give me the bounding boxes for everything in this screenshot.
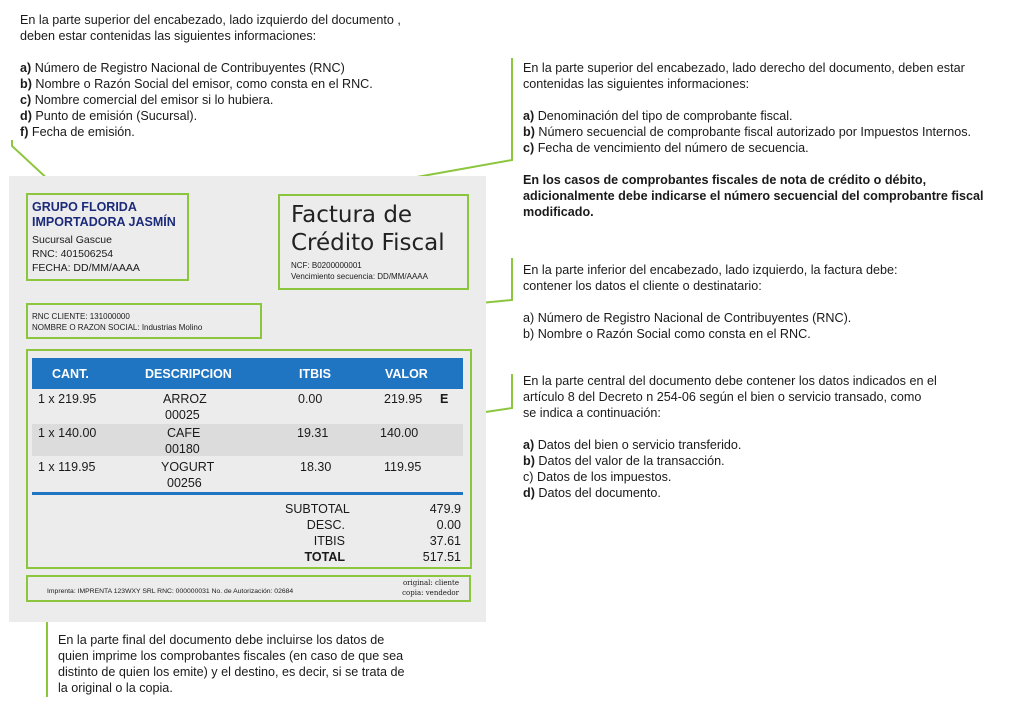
emisor-fecha: FECHA: DD/MM/AAAA <box>32 262 140 274</box>
row-cant: 1 x 140.00 <box>38 426 97 440</box>
annotation-item: b) Número secuencial de comprobante fiscal autorizado por Impuestos Internos. <box>523 125 972 139</box>
annotation-item: b) Datos del valor de la transacción. <box>523 454 725 468</box>
invoice-title-2: Crédito Fiscal <box>291 230 445 256</box>
annotation-intro: En la parte inferior del encabezado, lado izquierdo, la factura debe: <box>523 263 898 277</box>
annotation-intro-2: deben estar contenidas las siguientes informaciones: <box>20 29 317 43</box>
annotation-top-left <box>20 12 460 140</box>
cliente-box <box>26 303 262 339</box>
emisor-name-1: GRUPO FLORIDA <box>32 200 137 214</box>
annotation-intro-2: contener los datos el cliente o destinatario: <box>523 279 762 293</box>
subtotal-label: SUBTOTAL <box>285 502 350 516</box>
desc-value: 0.00 <box>436 518 461 532</box>
annotation-line: distinto de quien los emite) y el destino, es decir, si se trata de <box>58 665 405 679</box>
row-code: 00256 <box>167 476 202 490</box>
comprobante-box <box>278 194 469 290</box>
subtotal-value: 479.9 <box>429 502 461 516</box>
annotation-intro: En la parte superior del encabezado, lado izquierdo del documento , <box>20 13 401 27</box>
annotation-item: a) Denominación del tipo de comprobante fiscal. <box>523 109 793 123</box>
row-flag: E <box>440 392 449 406</box>
total-value: 517.51 <box>422 550 461 564</box>
annotation-line: En la parte final del documento debe incluirse los datos de <box>58 633 385 647</box>
annotation-middle-right <box>523 262 1013 342</box>
annotation-item: a) Número de Registro Nacional de Contribuyentes (RNC). <box>523 311 852 325</box>
annotation-item: a) Datos del bien o servicio transferido. <box>523 438 742 452</box>
original-label: original: cliente <box>402 579 459 587</box>
ncf-number: NCF: B0200000001 <box>291 261 362 270</box>
invoice-title-1: Factura de <box>291 202 413 228</box>
itbis-label: ITBIS <box>313 534 345 548</box>
row-cant: 1 x 219.95 <box>38 392 97 406</box>
annotation-item: d) Punto de emisión (Sucursal). <box>20 109 198 123</box>
table-header <box>32 358 463 389</box>
row-itbis: 18.30 <box>300 460 332 474</box>
row-valor: 219.95 <box>384 392 423 406</box>
row-cant: 1 x 119.95 <box>38 460 96 474</box>
annotation-bottom <box>58 632 458 696</box>
annotation-item: b) Nombre o Razón Social como consta en el RNC. <box>523 327 811 341</box>
annotation-top-right <box>523 60 1023 220</box>
annotation-item: c) Datos de los impuestos. <box>523 470 672 484</box>
imprenta-info: Imprenta: IMPRENTA 123WXY SRL RNC: 000000031 No. de Autorización: 02684 <box>47 588 294 595</box>
copia-label: copia: vendedor <box>402 589 459 597</box>
row-desc: CAFE <box>167 426 201 440</box>
vencimiento-secuencia: Vencimiento secuencia: DD/MM/AAAA <box>291 272 428 281</box>
annotation-line: la original o la copia. <box>58 681 173 695</box>
annotation-item: a) Número de Registro Nacional de Contribuyentes (RNC) <box>20 61 345 75</box>
annotation-item: c) Fecha de vencimiento del número de secuencia. <box>523 141 809 155</box>
row-code: 00025 <box>165 408 200 422</box>
row-itbis: 19.31 <box>297 426 329 440</box>
cliente-rnc: RNC CLIENTE: 131000000 <box>32 312 130 321</box>
annotation-item: b) Nombre o Razón Social del emisor, como consta en el RNC. <box>20 77 373 91</box>
annotation-intro-2: contenidas las siguientes informaciones: <box>523 77 750 91</box>
totals-divider <box>32 492 463 495</box>
annotation-intro: En la parte central del documento debe contener los datos indicados en el <box>523 374 937 388</box>
emisor-name-2: IMPORTADORA JASMÍN <box>32 215 176 229</box>
itbis-value: 37.61 <box>429 534 461 548</box>
row-valor: 140.00 <box>380 426 419 440</box>
emisor-sucursal: Sucursal Gascue <box>32 234 112 246</box>
annotation-intro-3: se indica a continuación: <box>523 406 661 420</box>
annotation-item: c) Nombre comercial del emisor si lo hubiera. <box>20 93 274 107</box>
annotation-note: adicionalmente debe indicarse el número secuencial del comprobantre fiscal <box>523 189 984 203</box>
row-itbis: 0.00 <box>298 392 323 406</box>
emisor-rnc: RNC: 401506254 <box>32 248 114 260</box>
footer-box <box>26 575 471 602</box>
row-valor: 119.95 <box>384 460 422 474</box>
row-code: 00180 <box>165 442 200 456</box>
annotation-line: quien imprime los comprobantes fiscales (en caso de que sea <box>58 649 404 663</box>
emisor-box <box>26 193 189 281</box>
desc-label: DESC. <box>306 518 345 532</box>
annotation-center-right <box>523 373 1013 501</box>
annotation-note: modificado. <box>523 205 594 219</box>
header-cant: CANT. <box>52 367 89 381</box>
row-desc: YOGURT <box>161 460 215 474</box>
header-itbis: ITBIS <box>299 367 331 381</box>
row-desc: ARROZ <box>163 392 207 406</box>
annotation-intro-2: artículo 8 del Decreto n 254-06 según el bien o servicio transado, como <box>523 390 922 404</box>
total-label: TOTAL <box>304 550 345 564</box>
annotation-item: d) Datos del documento. <box>523 486 661 500</box>
annotation-item: f) Fecha de emisión. <box>20 125 135 139</box>
cliente-nombre: NOMBRE O RAZON SOCIAL: Industrias Molino <box>32 323 203 332</box>
annotation-note: En los casos de comprobantes fiscales de nota de crédito o débito, <box>523 173 927 187</box>
annotation-intro: En la parte superior del encabezado, lado derecho del documento, deben estar <box>523 61 965 75</box>
header-valor: VALOR <box>385 367 428 381</box>
header-descripcion: DESCRIPCION <box>145 367 232 381</box>
